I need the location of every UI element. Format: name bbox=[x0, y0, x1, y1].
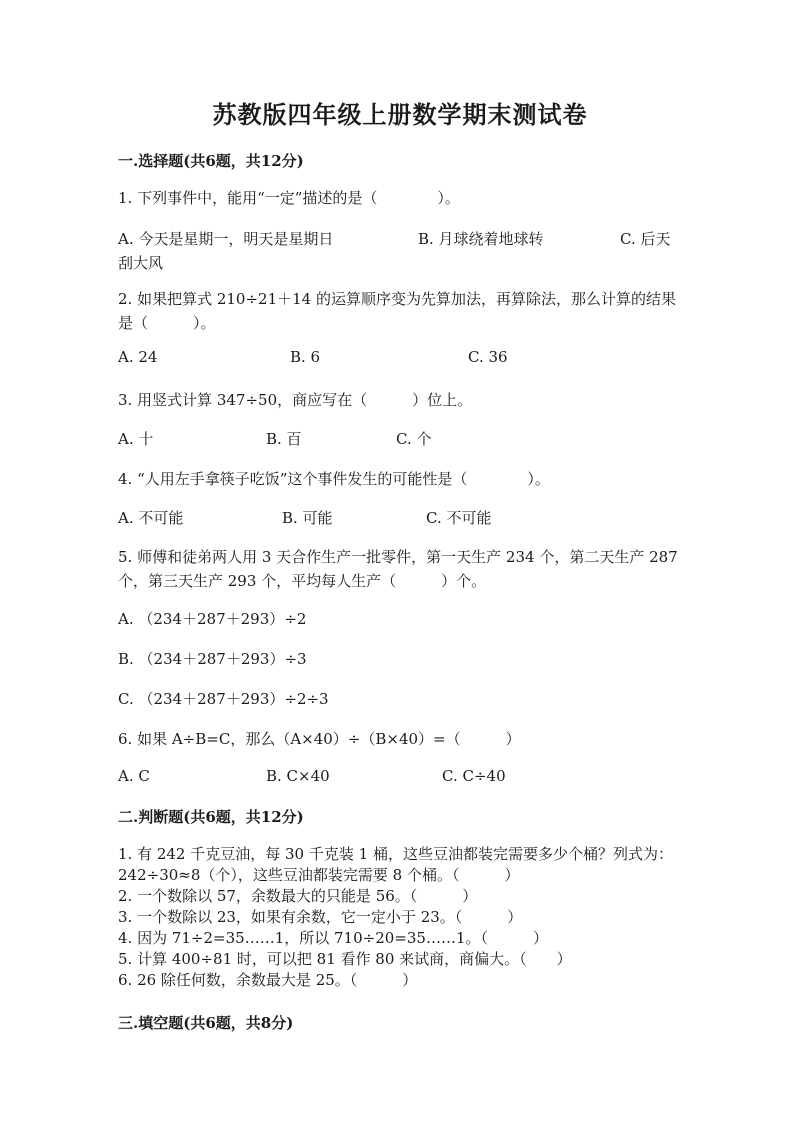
option-b: B. 月球绕着地球转 bbox=[418, 230, 544, 248]
section-heading-fill: 三.填空题(共6题，共8分) bbox=[118, 1014, 294, 1032]
option-c: C. C÷40 bbox=[442, 767, 506, 785]
judge-item: 1. 有 242 千克豆油，每 30 千克装 1 桶，这些豆油都装完需要多少个桶？列式为：242÷30≈8（个），这些豆油都装完需要 8 个桶。（ ） bbox=[118, 845, 673, 884]
option-b: B. C×40 bbox=[266, 767, 330, 785]
question-text: 4. “人用左手拿筷子吃饭”这个事件发生的可能性是（ ）。 bbox=[118, 470, 550, 488]
judge-item: 3. 一个数除以 23，如果有余数，它一定小于 23。（ ） bbox=[118, 908, 523, 926]
option-a: A. 不可能 bbox=[118, 509, 184, 527]
option-b: B. 百 bbox=[266, 430, 302, 448]
option-c: C. 后天 bbox=[620, 230, 671, 248]
section-heading-choice: 一.选择题(共6题，共12分) bbox=[118, 152, 304, 170]
option-c: C. 36 bbox=[468, 348, 508, 366]
option-a: A. 十 bbox=[118, 430, 154, 448]
judge-item: 4. 因为 71÷2=35……1，所以 710÷20=35……1。（ ） bbox=[118, 929, 548, 947]
section-heading-judge: 二.判断题(共6题，共12分) bbox=[118, 808, 304, 826]
question-text: 3. 用竖式计算 347÷50，商应写在（ ）位上。 bbox=[118, 391, 473, 409]
option-b: B. 可能 bbox=[282, 509, 333, 527]
option-b: B. 6 bbox=[290, 348, 321, 366]
option-c-wrap: 刮大风 bbox=[118, 254, 164, 272]
option-a: A. 24 bbox=[118, 348, 158, 366]
question-text: 1. 下列事件中，能用“一定”描述的是（ ）。 bbox=[118, 189, 460, 207]
exam-title: 苏教版四年级上册数学期末测试卷 bbox=[212, 100, 588, 129]
option-a: A. C bbox=[118, 767, 150, 785]
judge-item: 5. 计算 400÷81 时，可以把 81 看作 80 来试商，商偏大。（ ） bbox=[118, 950, 572, 968]
judge-item: 6. 26 除任何数，余数最大是 25。（ ） bbox=[118, 971, 418, 989]
option-a: A. 今天是星期一，明天是星期日 bbox=[118, 230, 334, 248]
judge-item: 2. 一个数除以 57，余数最大的只能是 56。（ ） bbox=[118, 887, 478, 905]
option-b: B. （234＋287＋293）÷3 bbox=[118, 650, 307, 668]
option-c: C. （234＋287＋293）÷2÷3 bbox=[118, 690, 329, 708]
question-text: 2. 如果把算式 210÷21＋14 的运算顺序变为先算加法，再算除法，那么计算的结果是（ ）。 bbox=[118, 290, 676, 332]
option-c: C. 不可能 bbox=[426, 509, 492, 527]
option-c: C. 个 bbox=[396, 430, 432, 448]
option-a: A. （234＋287＋293）÷2 bbox=[118, 610, 307, 628]
question-text: 5. 师傅和徒弟两人用 3 天合作生产一批零件，第一天生产 234 个，第二天生产 287 个，第三天生产 293 个，平均每人生产（ ）个。 bbox=[118, 548, 678, 590]
question-text: 6. 如果 A÷B=C，那么（A×40）÷（B×40）=（ ） bbox=[118, 730, 521, 748]
